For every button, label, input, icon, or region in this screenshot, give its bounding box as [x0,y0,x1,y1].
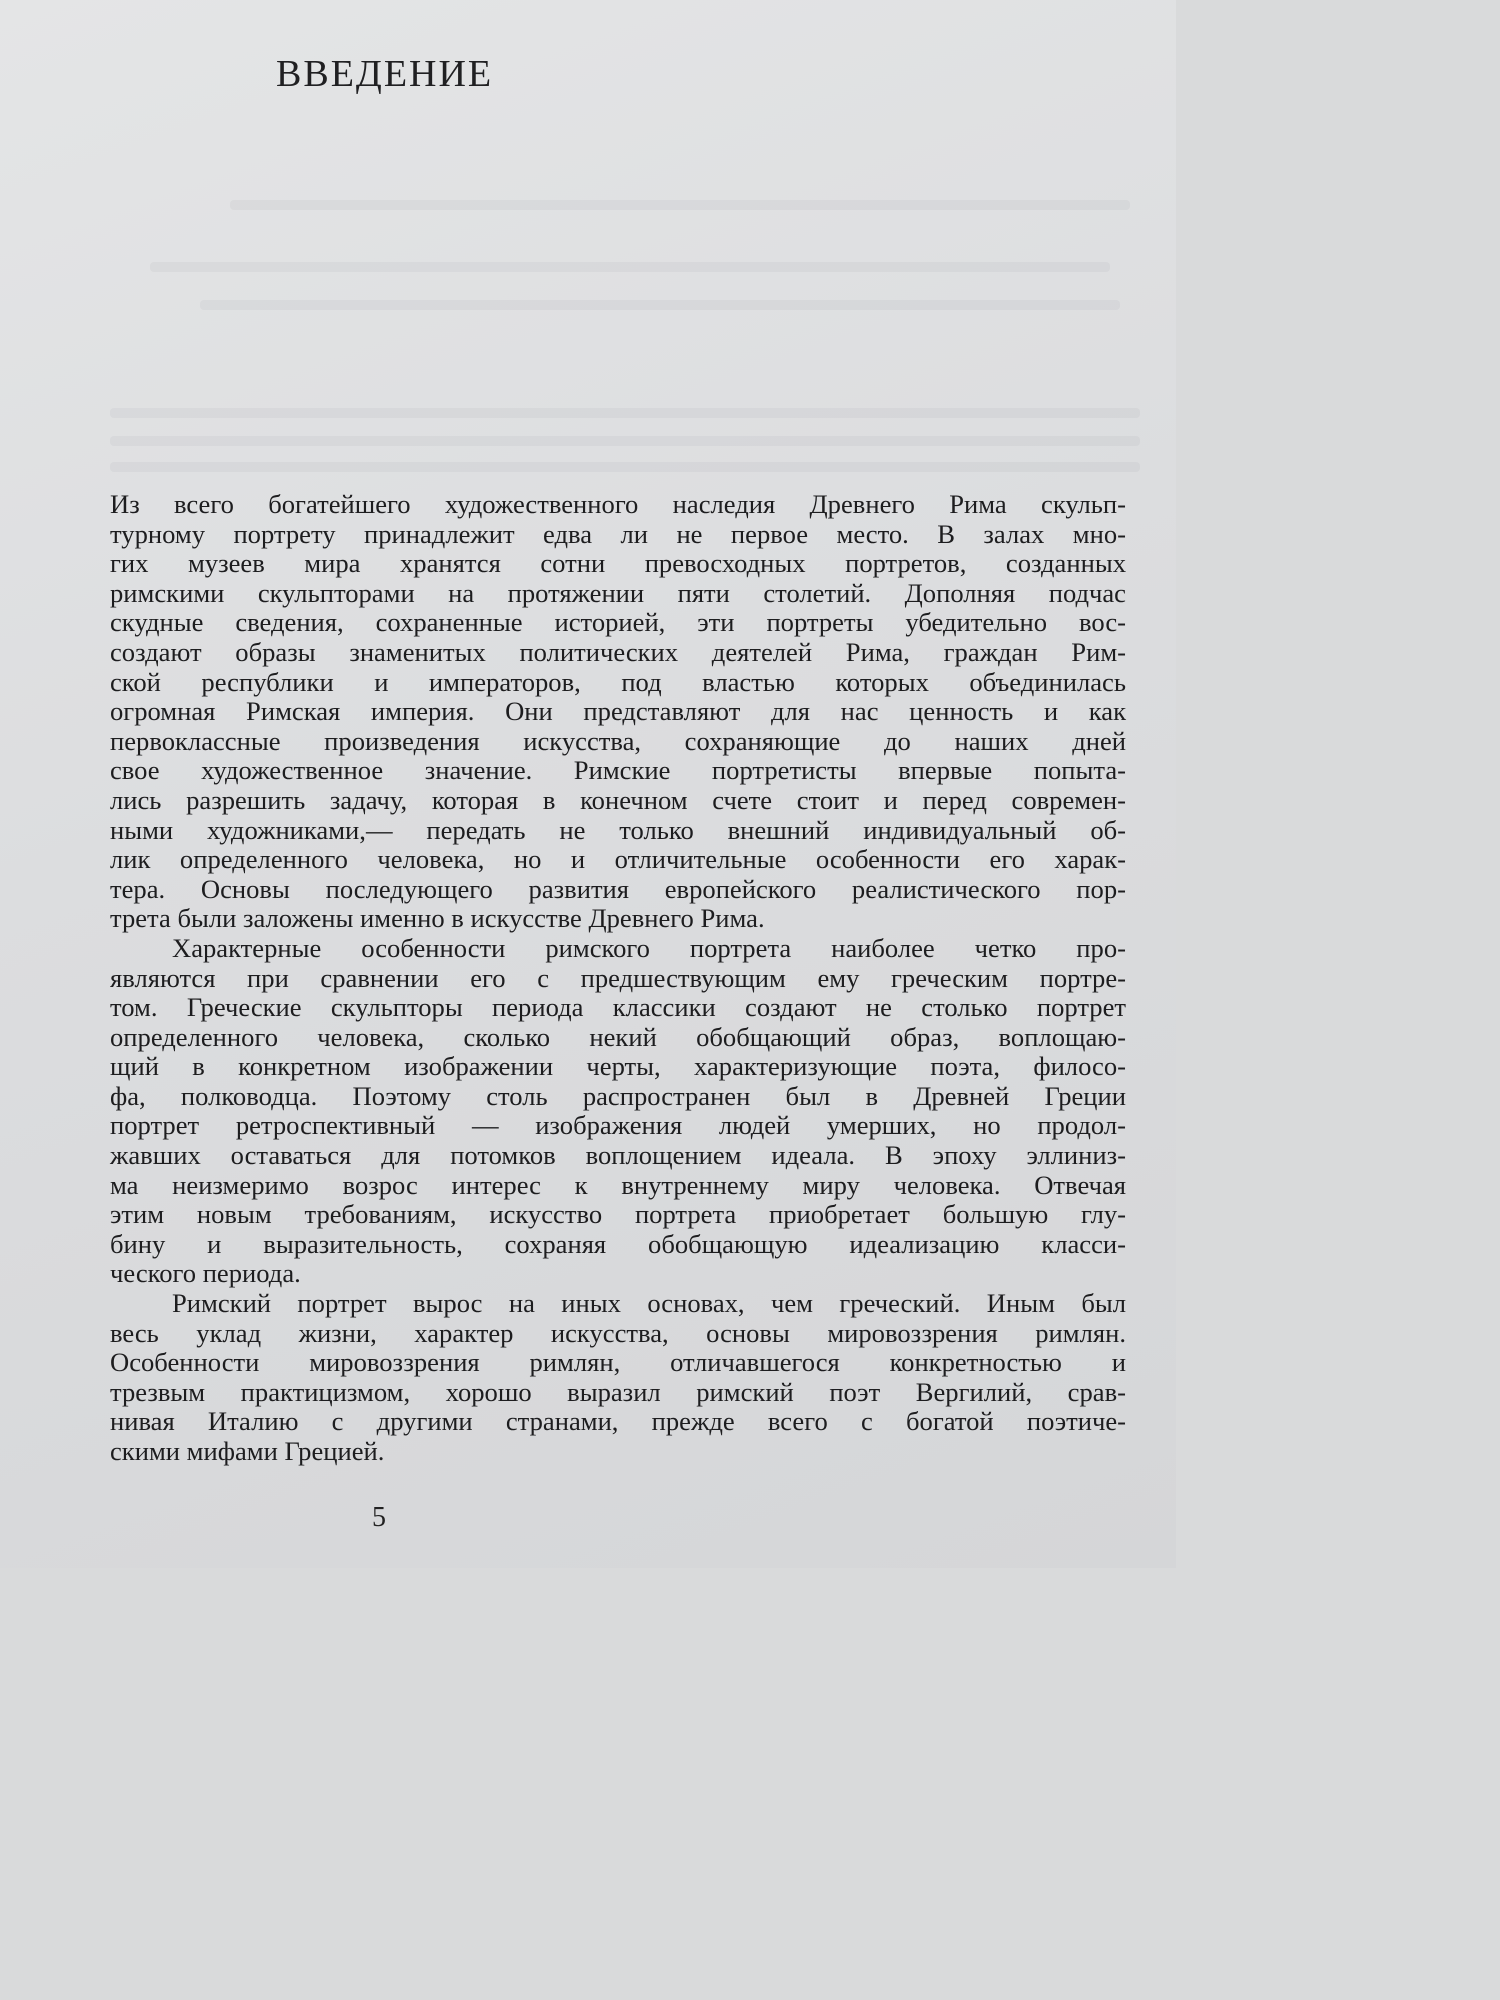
show-through-shadow [110,408,1140,418]
text-line: Особенности мировоззрения римлян, отличавшегося конкретностью и [110,1347,1126,1378]
text-line: римскими скульпторами на протяжении пяти столетий. Дополняя подчас [110,577,1126,608]
text-line: свое художественное значение. Римские портретисты впервые попыта- [110,755,1126,786]
text-line: этим новым требованиям, искусство портрета приобретает большую глу- [110,1199,1126,1230]
text-line: нивая Италию с другими странами, прежде всего с богатой поэтиче- [110,1406,1126,1437]
text-line: фа, полководца. Поэтому столь распространен был в Древней Греции [110,1080,1126,1111]
text-line: Характерные особенности римского портрета наиболее четко про- [172,932,1126,963]
page-number: 5 [372,1502,386,1533]
text-line: весь уклад жизни, характер искусства, основы мировоззрения римлян. [110,1317,1126,1348]
text-line: Римский портрет вырос на иных основах, чем греческий. Иным был [172,1288,1126,1319]
show-through-shadow [200,300,1120,310]
text-line: трета были заложены именно в искусстве Древнего Рима. [110,903,765,934]
body-text [110,490,1126,1467]
show-through-shadow [110,436,1140,446]
text-line: Из всего богатейшего художественного наследия Древнего Рима скульп- [110,489,1126,519]
chapter-title: ВВЕДЕНИЕ [276,53,494,95]
paragraph-1 [110,490,1126,934]
text-line: создают образы знаменитых политических деятелей Рима, граждан Рим- [110,636,1126,667]
show-through-shadow [150,262,1110,272]
text-line: бину и выразительность, сохраняя обобщающую идеализацию класси- [110,1228,1126,1259]
paragraph-2 [110,934,1126,1289]
text-line: определенного человека, сколько некий обобщающий образ, воплощаю- [110,1021,1126,1052]
text-line: турному портрету принадлежит едва ли не первое место. В залах мно- [110,518,1126,549]
text-line: огромная Римская империя. Они представляют для нас ценность и как [110,696,1126,727]
text-line: жавших оставаться для потомков воплощением идеала. В эпоху эллиниз- [110,1140,1126,1171]
text-line: лик определенного человека, но и отличительные особенности его харак- [110,844,1126,875]
text-line: ческого периода. [110,1258,301,1289]
show-through-shadow [230,200,1130,210]
text-line: том. Греческие скульпторы периода классики создают не столько портрет [110,992,1126,1023]
paragraph-3 [110,1289,1126,1467]
text-line: ными художниками,— передать не только внешний индивидуальный об- [110,814,1126,845]
text-line: гих музеев мира хранятся сотни превосходных портретов, созданных [110,548,1126,579]
text-line: трезвым практицизмом, хорошо выразил римский поэт Вергилий, срав- [110,1376,1126,1407]
text-line: ма неизмеримо возрос интерес к внутреннему миру человека. Отвечая [110,1169,1126,1200]
text-line: являются при сравнении его с предшествующим ему греческим портре- [110,962,1126,993]
text-line: первоклассные произведения искусства, сохраняющие до наших дней [110,725,1126,756]
text-line: скудные сведения, сохраненные историей, эти портреты убедительно вос- [110,607,1126,638]
text-line: ской республики и императоров, под властью которых объединилась [110,666,1126,697]
text-line: портрет ретроспективный — изображения людей умерших, но продол- [110,1110,1126,1141]
text-line: тера. Основы последующего развития европейского реалистического пор- [110,873,1126,904]
show-through-shadow [110,462,1140,472]
text-line: скими мифами Грецией. [110,1436,385,1466]
text-line: щий в конкретном изображении черты, характеризующие поэта, филосо- [110,1051,1126,1082]
text-line: лись разрешить задачу, которая в конечном счете стоит и перед современ- [110,784,1126,815]
